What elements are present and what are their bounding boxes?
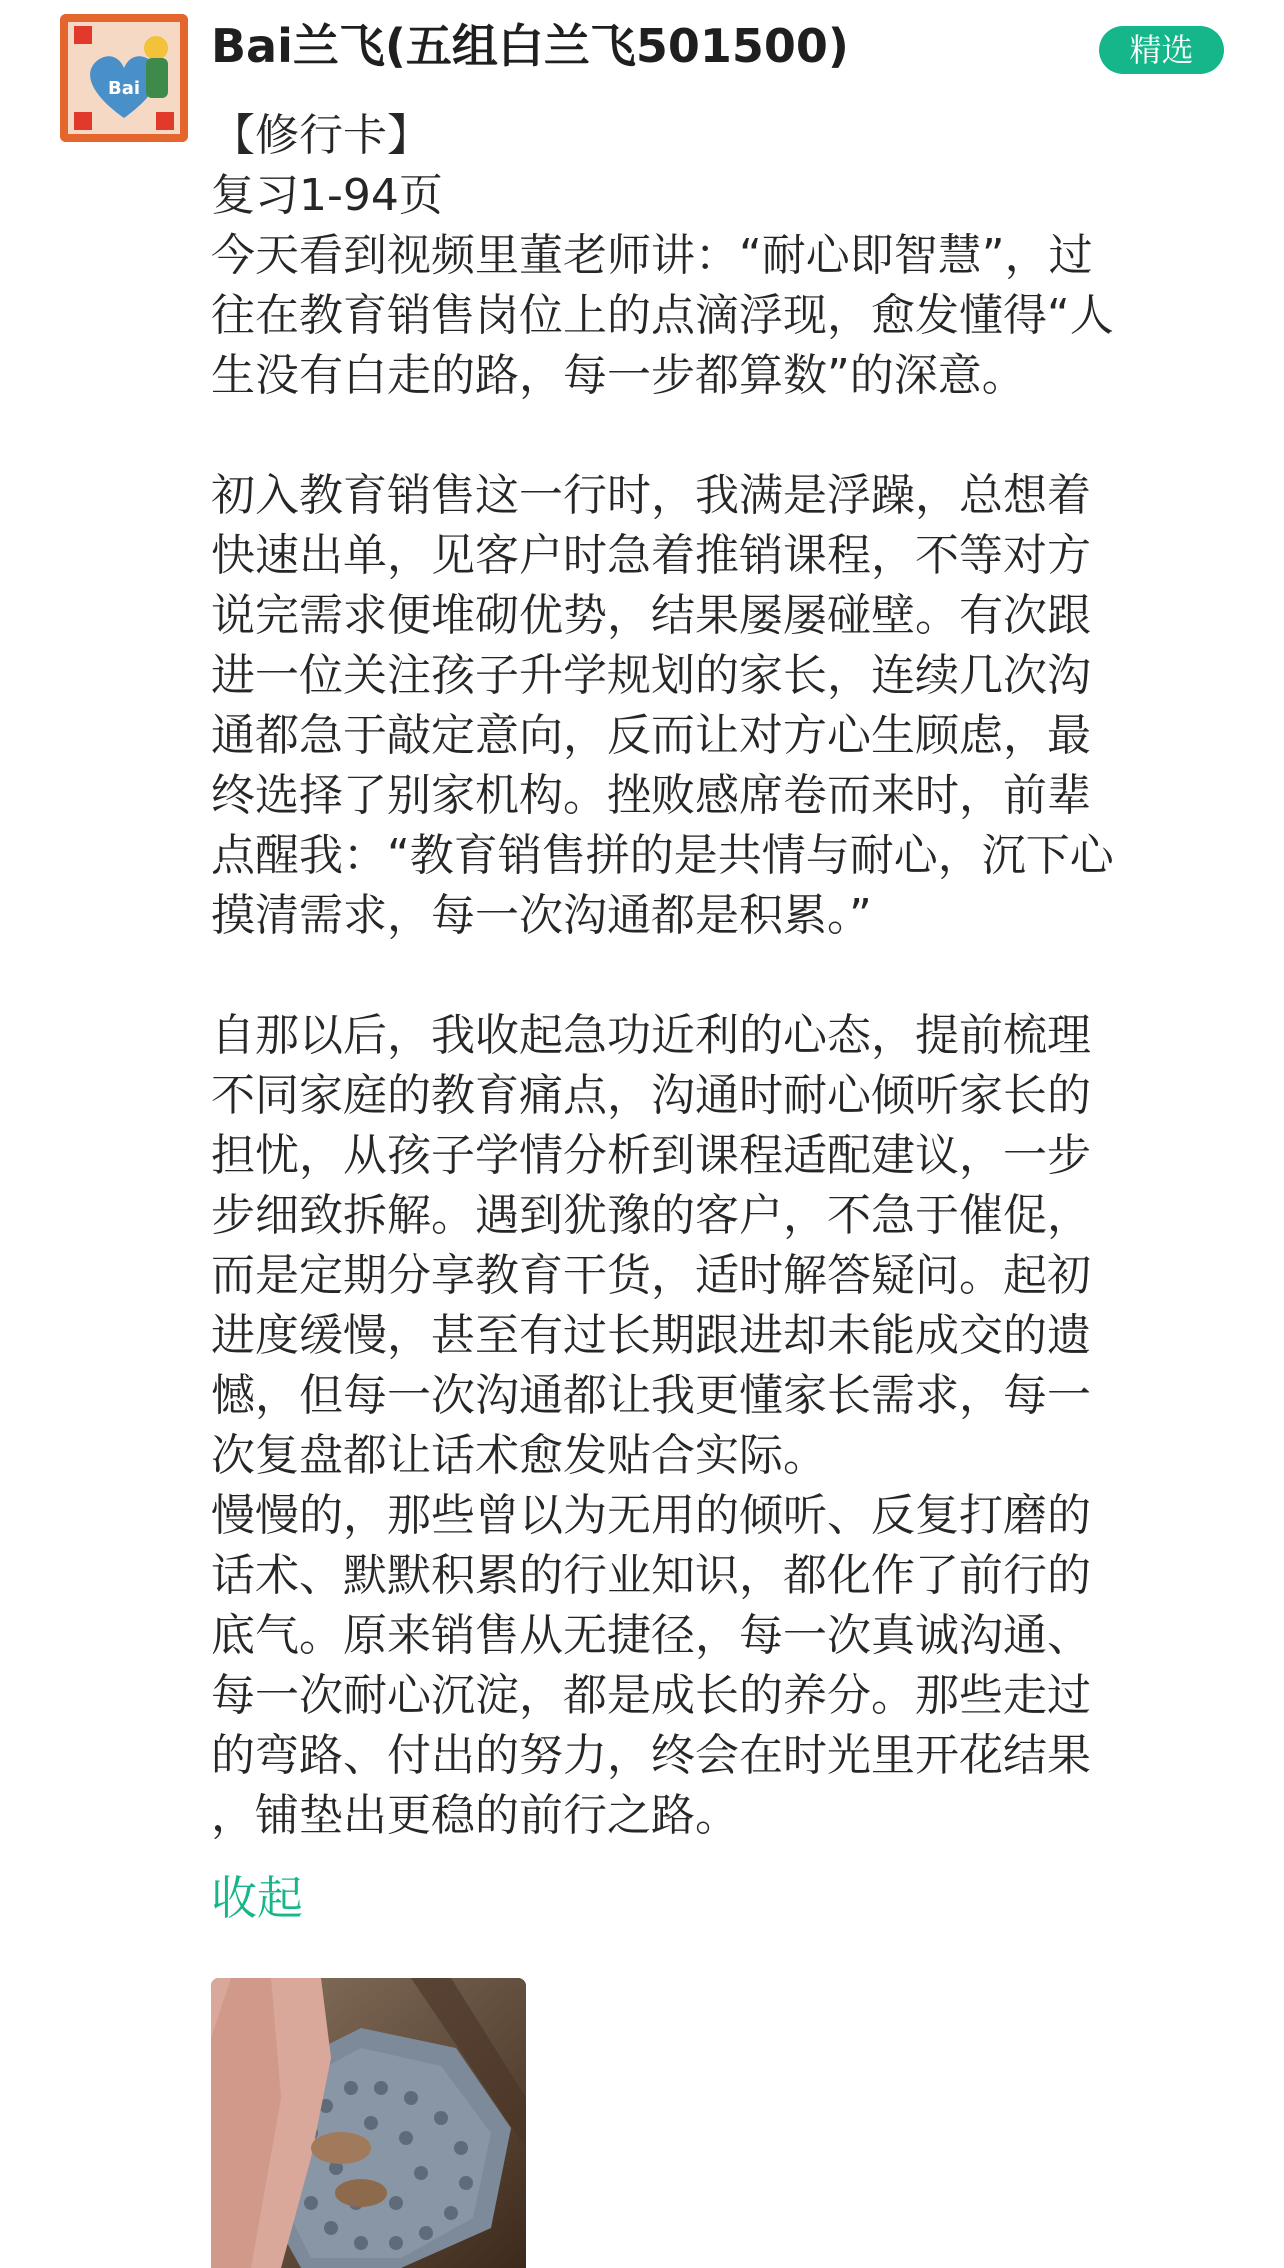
post-text-line: 初入教育销售这一行时，我满是浮躁，总想着 <box>211 470 1091 521</box>
post-text-line: 而是定期分享教育干货，适时解答疑问。起初 <box>211 1250 1091 1301</box>
post-text-line: 点醒我：“教育销售拼的是共情与耐心，沉下心 <box>211 830 1114 881</box>
post-text-line: 终选择了别家机构。挫败感席卷而来时，前辈 <box>211 770 1091 821</box>
post-content <box>211 106 1241 1846</box>
avatar-brand-text: Bai <box>107 78 141 99</box>
post-text-line: 每一次耐心沉淀，都是成长的养分。那些走过 <box>211 1670 1091 1721</box>
post-text-line: 摸清需求，每一次沟通都是积累。” <box>211 890 872 941</box>
featured-badge: 精选 <box>1099 26 1224 74</box>
user-avatar[interactable] <box>60 14 188 142</box>
paragraph-gap <box>211 406 1241 466</box>
photo-icon <box>211 1978 526 2268</box>
post-text-line: 【修行卡】 <box>211 110 431 161</box>
post-text-line: 快速出单，见客户时急着推销课程，不等对方 <box>211 530 1091 581</box>
attached-photo[interactable] <box>211 1978 526 2268</box>
collapse-button[interactable]: 收起 <box>211 1871 303 1925</box>
post-text-line: 担忧，从孩子学情分析到课程适配建议，一步 <box>211 1130 1091 1181</box>
post-text-line: 往在教育销售岗位上的点滴浮现，愈发懂得“人 <box>211 290 1114 341</box>
author-name[interactable]: Bai兰飞(五组白兰飞501500) <box>211 19 849 73</box>
post-text-line: 通都急于敲定意向，反而让对方心生顾虑，最 <box>211 710 1091 761</box>
post-text-line: 底气。原来销售从无捷径，每一次真诚沟通、 <box>211 1610 1091 1661</box>
post-text-line: ，铺垫出更稳的前行之路。 <box>211 1790 739 1841</box>
post-text-line: 慢慢的，那些曾以为无用的倾听、反复打磨的 <box>211 1490 1091 1541</box>
post-text-line: 不同家庭的教育痛点，沟通时耐心倾听家长的 <box>211 1070 1091 1121</box>
post-text-line: 话术、默默积累的行业知识，都化作了前行的 <box>211 1550 1091 1601</box>
post-text-line: 复习1-94页 <box>211 170 443 221</box>
paragraph-gap <box>211 946 1241 1006</box>
post-text-line: 进一位关注孩子升学规划的家长，连续几次沟 <box>211 650 1091 701</box>
post-text-line: 今天看到视频里董老师讲：“耐心即智慧”，过 <box>211 230 1093 281</box>
post-text-line: 步细致拆解。遇到犹豫的客户，不急于催促， <box>211 1190 1091 1241</box>
post-text-line: 的弯路、付出的努力，终会在时光里开花结果 <box>211 1730 1091 1781</box>
post-text-line: 说完需求便堆砌优势，结果屡屡碰壁。有次跟 <box>211 590 1091 641</box>
post-text-line: 生没有白走的路，每一步都算数”的深意。 <box>211 350 1026 401</box>
post-text-line: 次复盘都让话术愈发贴合实际。 <box>211 1430 827 1481</box>
post-text-line: 憾，但每一次沟通都让我更懂家长需求，每一 <box>211 1370 1091 1421</box>
post-text-line: 进度缓慢，甚至有过长期跟进却未能成交的遗 <box>211 1310 1091 1361</box>
post-text-line: 自那以后，我收起急功近利的心态，提前梳理 <box>211 1010 1091 1061</box>
